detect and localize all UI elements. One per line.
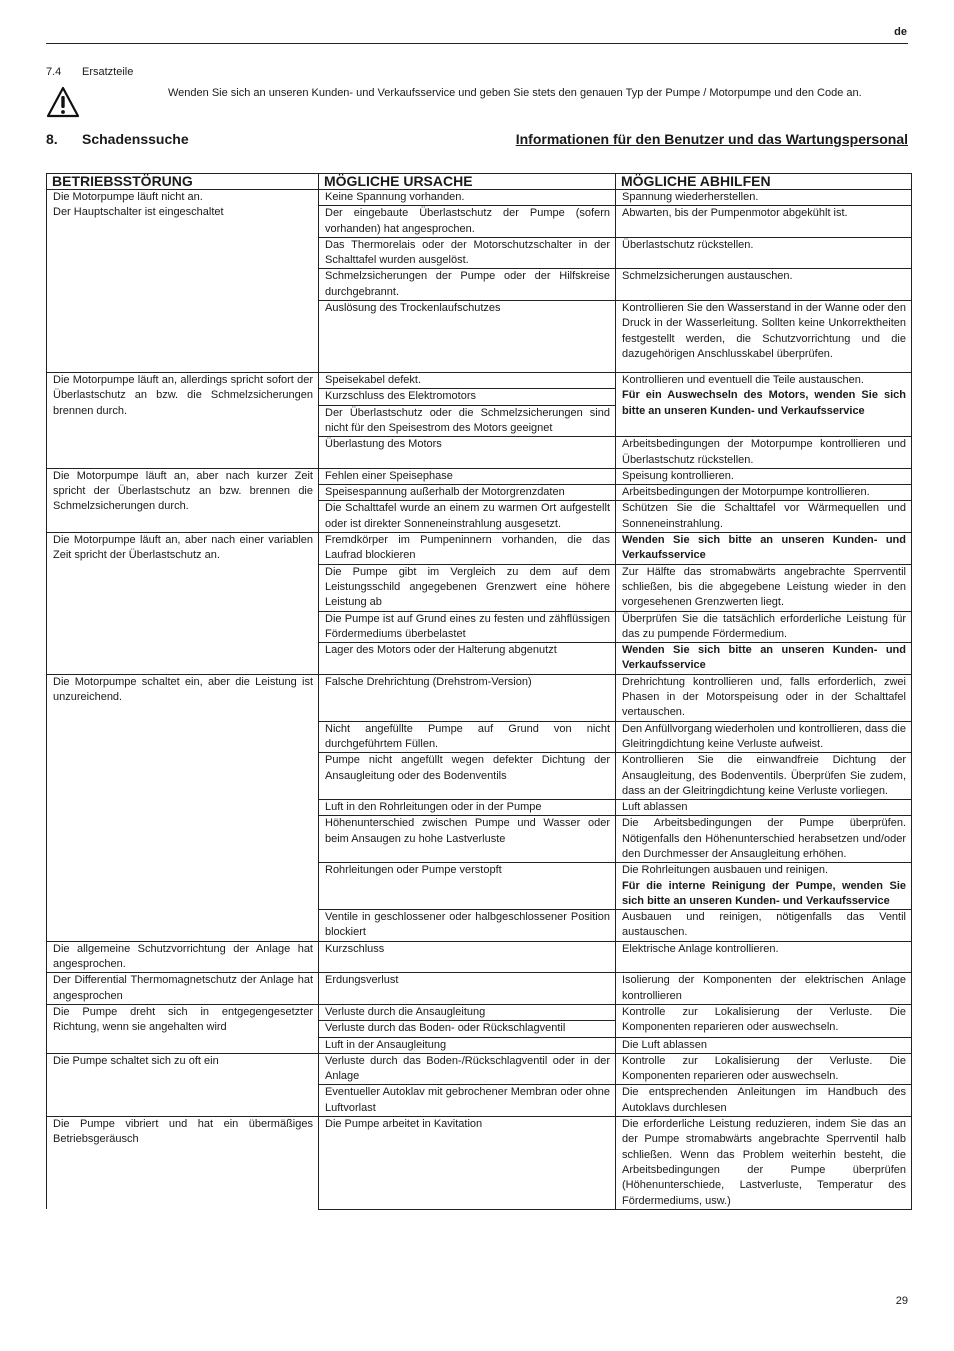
section-number: 8.	[46, 131, 58, 147]
remedy-cell: Ausbauen und reinigen, nötigenfalls das Ventil austauschen.	[616, 910, 912, 942]
remedy-cell: Wenden Sie sich bitte an unseren Kunden- und Verkaufsservice	[616, 643, 912, 675]
cause-cell: Die Pumpe ist auf Grund eines zu festen und zähflüssigen Fördermediums überbelastet	[319, 611, 616, 643]
remedy-cell: Schützen Sie die Schalttafel vor Wärmequellen und Sonneneinstrahlung.	[616, 501, 912, 533]
cause-cell: Schmelzsicherungen der Pumpe oder der Hilfskreise durchgebrannt.	[319, 269, 616, 301]
remedy-text: Kontrollieren und eventuell die Teile austauschen.	[622, 374, 864, 387]
remedy-cell: Die Luft ablassen	[616, 1037, 912, 1053]
fault-cell: Die Pumpe vibriert und hat ein übermäßiges Betriebsgeräusch	[47, 1117, 319, 1210]
cause-cell: Pumpe nicht angefüllt wegen defekter Dichtung der Ansaugleitung oder des Bodenventils	[319, 753, 616, 800]
fault-cell: Die allgemeine Schutzvorrichtung der Anlage hat angesprochen.	[47, 941, 319, 973]
header-rule	[46, 43, 908, 44]
table-header-row	[47, 174, 912, 190]
cause-cell: Verluste durch das Boden- oder Rückschlagventil	[319, 1021, 616, 1037]
cause-cell: Höhenunterschied zwischen Pumpe und Wasser oder beim Ansaugen zu hohe Lastverluste	[319, 816, 616, 863]
remedy-cell: Kontrolle zur Lokalisierung der Verluste. Die Komponenten reparieren oder auswechseln.	[616, 1004, 912, 1037]
column-header-cause: MÖGLICHE URSACHE	[319, 174, 616, 190]
cause-cell: Luft in den Rohrleitungen oder in der Pumpe	[319, 800, 616, 816]
section-8-heading	[46, 131, 189, 147]
table-row	[47, 468, 912, 484]
cause-cell: Die Schalttafel wurde an einem zu warmen Ort aufgestellt oder ist direkter Sonneneinstrahlung ausgesetzt.	[319, 501, 616, 533]
cause-cell: Luft in der Ansaugleitung	[319, 1037, 616, 1053]
cause-cell: Fehlen einer Speisephase	[319, 468, 616, 484]
section-7-4-heading	[46, 66, 133, 78]
table-row	[47, 1053, 912, 1085]
remedy-text: Die Rohrleitungen ausbauen und reinigen.	[622, 864, 829, 877]
remedy-cell: Zur Hälfte das stromabwärts angebrachte Sperrventil schließen, bis die abgegebene Leistung wieder in den vorgesehenen Grenzwerten liegt.	[616, 564, 912, 611]
remedy-cell: Die entsprechenden Anleitungen im Handbuch des Autoklavs durchlesen	[616, 1085, 912, 1117]
cause-cell: Eventueller Autoklav mit gebrochener Membran oder ohne Luftvorlast	[319, 1085, 616, 1117]
fault-cell: Die Motorpumpe läuft an, aber nach einer variablen Zeit spricht der Überlastschutz an.	[47, 533, 319, 675]
cause-cell: Ventile in geschlossener oder halbgeschlossener Position blockiert	[319, 910, 616, 942]
remedy-cell: Drehrichtung kontrollieren und, falls erforderlich, zwei Phasen in der Motorspeisung oder in der Schalttafel vertauschen.	[616, 674, 912, 721]
table-row	[47, 674, 912, 721]
cause-cell: Falsche Drehrichtung (Drehstrom-Version)	[319, 674, 616, 721]
cause-cell: Der Überlastschutz oder die Schmelzsicherungen sind nicht für den Speisestrom des Motors geeignet	[319, 405, 616, 437]
table-row	[47, 941, 912, 973]
table-row	[47, 373, 912, 389]
remedy-text-bold: Für ein Auswechseln des Motors, wenden Sie sich bitte an unseren Kunden- und Verkaufsservice	[622, 389, 906, 417]
cause-cell: Verluste durch die Ansaugleitung	[319, 1004, 616, 1020]
cause-cell: Überlastung des Motors	[319, 437, 616, 469]
column-header-fault: BETRIEBSSTÖRUNG	[47, 174, 319, 190]
remedy-cell: Elektrische Anlage kontrollieren.	[616, 941, 912, 973]
cause-cell: Verluste durch das Boden-/Rückschlagventil oder in der Anlage	[319, 1053, 616, 1085]
cause-cell: Die Pumpe arbeitet in Kavitation	[319, 1117, 616, 1210]
remedy-cell: Arbeitsbedingungen der Motorpumpe kontrollieren und Überlastschutz rückstellen.	[616, 437, 912, 469]
section-number: 7.4	[46, 66, 62, 78]
column-header-remedy: MÖGLICHE ABHILFEN	[616, 174, 912, 190]
fault-cell: Die Pumpe schaltet sich zu oft ein	[47, 1053, 319, 1116]
fault-cell: Die Motorpumpe läuft an, allerdings spricht sofort der Überlastschutz an bzw. die Schmelzsicherungen brennen durch.	[47, 373, 319, 469]
remedy-cell: Die Arbeitsbedingungen der Pumpe überprüfen. Nötigenfalls den Höhenunterschied herabsetzen und/oder den Durchmesser der Ansaugleitung erhöhen.	[616, 816, 912, 863]
warning-text: Wenden Sie sich an unseren Kunden- und Verkaufsservice und geben Sie stets den genauen Typ der Pumpe / Motorpumpe und den Code an.	[168, 87, 862, 99]
cause-cell: Lager des Motors oder der Halterung abgenutzt	[319, 643, 616, 675]
remedy-cell: Kontrolle zur Lokalisierung der Verluste. Die Komponenten reparieren oder auswechseln.	[616, 1053, 912, 1085]
language-code: de	[894, 26, 907, 38]
table-row	[47, 1004, 912, 1020]
cause-cell: Fremdkörper im Pumpeninnern vorhanden, die das Laufrad blockieren	[319, 533, 616, 565]
page-number: 29	[895, 1295, 908, 1307]
remedy-cell	[616, 863, 912, 910]
remedy-cell: Spannung wiederherstellen.	[616, 190, 912, 206]
cause-cell: Nicht angefüllte Pumpe auf Grund von nicht durchgeführtem Füllen.	[319, 721, 616, 753]
cause-cell: Auslösung des Trockenlaufschutzes	[319, 301, 616, 373]
remedy-cell: Den Anfüllvorgang wiederholen und kontrollieren, dass die Gleitringdichtung keine Verluste aufweist.	[616, 721, 912, 753]
cause-cell: Das Thermorelais oder der Motorschutzschalter in der Schalttafel wurden ausgelöst.	[319, 237, 616, 269]
remedy-cell: Die erforderliche Leistung reduzieren, indem Sie das an der Pumpe stromabwärts angebrachte Sperrventil halb schließen. Wenn das Problem weiterhin besteht, die Arbeitsbedingungen der Pumpe überprüfen (Höhenunterschiede, Lastverluste, Temperatur des Fördermediums, usw.)	[616, 1117, 912, 1210]
remedy-cell	[616, 373, 912, 437]
remedy-cell: Kontrollieren Sie die einwandfreie Dichtung der Ansaugleitung, des Bodenventils. Überprüfen Sie zudem, dass an der Gleitringdichtung keine Verluste vorliegen.	[616, 753, 912, 800]
remedy-cell: Abwarten, bis der Pumpenmotor abgekühlt ist.	[616, 206, 912, 238]
remedy-cell: Wenden Sie sich bitte an unseren Kunden- und Verkaufsservice	[616, 533, 912, 565]
cause-cell: Die Pumpe gibt im Vergleich zu dem auf dem Leistungsschild angegebenen Grenzwert eine höhere Leistung ab	[319, 564, 616, 611]
table-row	[47, 190, 912, 206]
section-title: Ersatzteile	[82, 66, 134, 78]
section-title: Schadenssuche	[82, 131, 189, 147]
remedy-cell: Luft ablassen	[616, 800, 912, 816]
remedy-cell: Isolierung der Komponenten der elektrischen Anlage kontrollieren	[616, 973, 912, 1005]
cause-cell: Speisespannung außerhalb der Motorgrenzdaten	[319, 485, 616, 501]
remedy-text-bold: Für die interne Reinigung der Pumpe, wenden Sie sich bitte an unseren Kunden- und Verkaufsservice	[622, 879, 906, 907]
cause-cell: Rohrleitungen oder Pumpe verstopft	[319, 863, 616, 910]
cause-cell: Speisekabel defekt.	[319, 373, 616, 389]
cause-cell: Keine Spannung vorhanden.	[319, 190, 616, 206]
fault-cell: Die Motorpumpe läuft an, aber nach kurzer Zeit spricht der Überlastschutz an bzw. brennen die Schmelzsicherungen durch.	[47, 468, 319, 532]
table-row	[47, 533, 912, 565]
remedy-cell: Kontrollieren Sie den Wasserstand in der Wanne oder den Druck in der Wasserleitung. Sollten keine Unkorrektheiten festgestellt werden, die Schutzvorrichtung und die dazugehörigen Anschlusskabel überprüfen.	[616, 301, 912, 373]
remedy-cell: Arbeitsbedingungen der Motorpumpe kontrollieren.	[616, 485, 912, 501]
warning-triangle-icon	[46, 86, 80, 118]
fault-cell: Die Motorpumpe schaltet ein, aber die Leistung ist unzureichend.	[47, 674, 319, 941]
fault-cell: Der Differential Thermomagnetschutz der Anlage hat angesprochen	[47, 973, 319, 1005]
remedy-cell: Schmelzsicherungen austauschen.	[616, 269, 912, 301]
section-8-subtitle: Informationen für den Benutzer und das Wartungspersonal	[515, 131, 908, 147]
cause-cell: Erdungsverlust	[319, 973, 616, 1005]
cause-cell: Kurzschluss	[319, 941, 616, 973]
fault-cell: Die Motorpumpe läuft nicht an. Der Hauptschalter ist eingeschaltet	[47, 190, 319, 373]
cause-cell: Der eingebaute Überlastschutz der Pumpe (sofern vorhanden) hat angesprochen.	[319, 206, 616, 238]
fault-cell: Die Pumpe dreht sich in entgegengesetzter Richtung, wenn sie angehalten wird	[47, 1004, 319, 1053]
troubleshooting-table	[46, 173, 912, 1210]
table-row	[47, 1117, 912, 1210]
remedy-cell: Überlastschutz rückstellen.	[616, 237, 912, 269]
remedy-cell: Überprüfen Sie die tatsächlich erforderliche Leistung für das zu pumpende Fördermedium.	[616, 611, 912, 643]
remedy-cell: Speisung kontrollieren.	[616, 468, 912, 484]
table-row	[47, 973, 912, 1005]
cause-cell: Kurzschluss des Elektromotors	[319, 389, 616, 405]
